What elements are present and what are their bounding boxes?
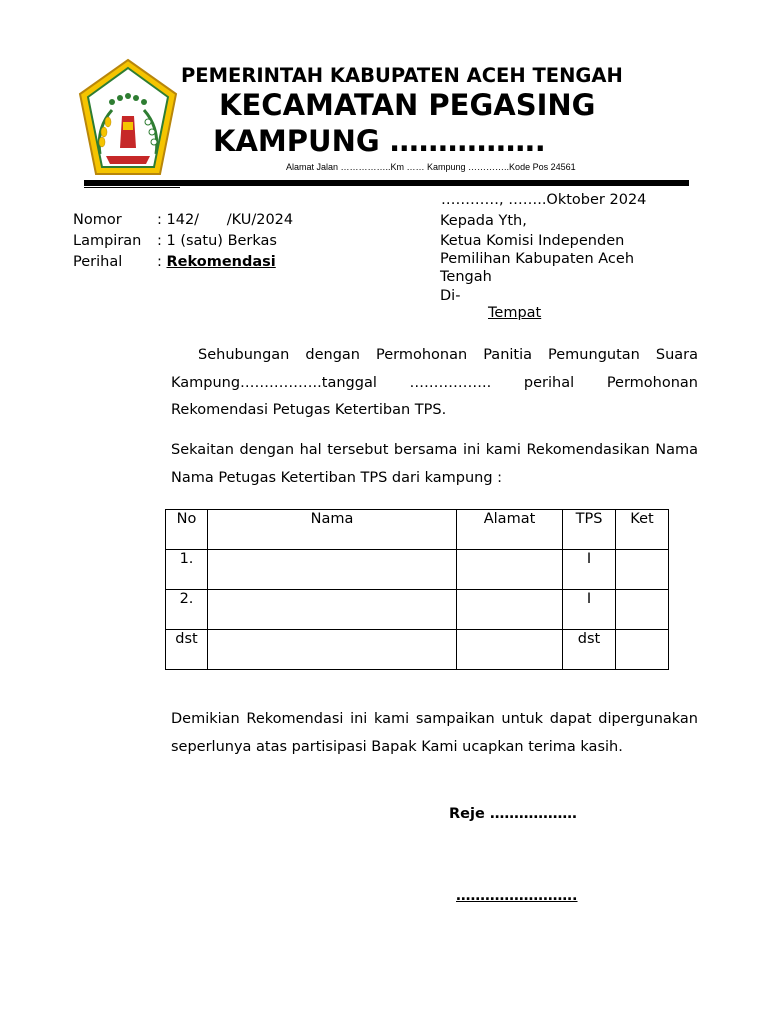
recipient-line-5: Di-	[440, 288, 461, 304]
table-row	[166, 590, 669, 630]
perihal-row	[157, 253, 276, 271]
district-heading: KECAMATAN PEGASING	[219, 88, 596, 122]
signatory-name: …………………….	[456, 888, 578, 904]
table-cell: I	[563, 590, 616, 630]
table-cell	[616, 590, 669, 630]
nomor-label: Nomor	[73, 212, 122, 228]
letterhead-divider	[84, 180, 689, 186]
perihal-value: Rekomendasi	[166, 254, 276, 270]
table-header-tps: TPS	[563, 510, 616, 550]
table-row	[166, 630, 669, 670]
perihal-colon: :	[157, 254, 167, 270]
table-header-alamat: Alamat	[457, 510, 563, 550]
signatory-title: Reje ………………	[449, 806, 577, 822]
perihal-label: Perihal	[73, 254, 123, 270]
recipient-line-2: Ketua Komisi Independen	[440, 233, 625, 249]
nomor-value: : 142/ /KU/2024	[157, 212, 294, 228]
table-cell	[208, 590, 457, 630]
government-heading: PEMERINTAH KABUPATEN ACEH TENGAH	[181, 64, 623, 87]
table-header-nama: Nama	[208, 510, 457, 550]
village-heading: KAMPUNG …………….	[213, 124, 546, 158]
table-cell: 2.	[166, 590, 208, 630]
table-cell	[616, 630, 669, 670]
table-cell	[208, 550, 457, 590]
officer-table	[165, 509, 669, 670]
table-cell	[457, 630, 563, 670]
body-paragraph-1	[171, 342, 698, 425]
recipient-place: Tempat	[488, 305, 542, 321]
table-header-no: No	[166, 510, 208, 550]
body-paragraph-1-text: Sehubungan dengan Permohonan Panitia Pemungutan Suara Kampung……………..tanggal …………….. perihal Permohonan Rekomendasi Petugas Ketertiban TPS.	[171, 347, 698, 418]
address-line: Alamat Jalan ……………..Km …… Kampung …………..Kode Pos 24561	[286, 162, 576, 172]
emblem-icon	[78, 58, 178, 178]
table-cell	[457, 550, 563, 590]
letterhead-divider-thin	[84, 187, 180, 188]
lampiran-value: : 1 (satu) Berkas	[157, 233, 277, 249]
table-row	[166, 550, 669, 590]
recipient-line-4: Tengah	[440, 269, 492, 285]
table-header-ket: Ket	[616, 510, 669, 550]
table-cell	[616, 550, 669, 590]
table-cell: dst	[166, 630, 208, 670]
closing-paragraph: Demikian Rekomendasi ini kami sampaikan untuk dapat dipergunakan seperlunya atas partisipasi Bapak Kami ucapkan terima kasih.	[171, 711, 698, 755]
regency-emblem-logo	[78, 58, 178, 178]
table-cell: 1.	[166, 550, 208, 590]
table-cell: I	[563, 550, 616, 590]
lampiran-label: Lampiran	[73, 233, 142, 249]
table-cell	[457, 590, 563, 630]
table-cell	[208, 630, 457, 670]
letter-date: …………, ……..Oktober 2024	[441, 192, 647, 208]
recipient-greeting: Kepada Yth,	[440, 213, 527, 229]
table-cell: dst	[563, 630, 616, 670]
recipient-line-3: Pemilihan Kabupaten Aceh	[440, 251, 635, 267]
table-header-row	[166, 510, 669, 550]
body-paragraph-2: Sekaitan dengan hal tersebut bersama ini kami Rekomendasikan Nama Nama Petugas Ketertiban TPS dari kampung :	[171, 442, 698, 486]
